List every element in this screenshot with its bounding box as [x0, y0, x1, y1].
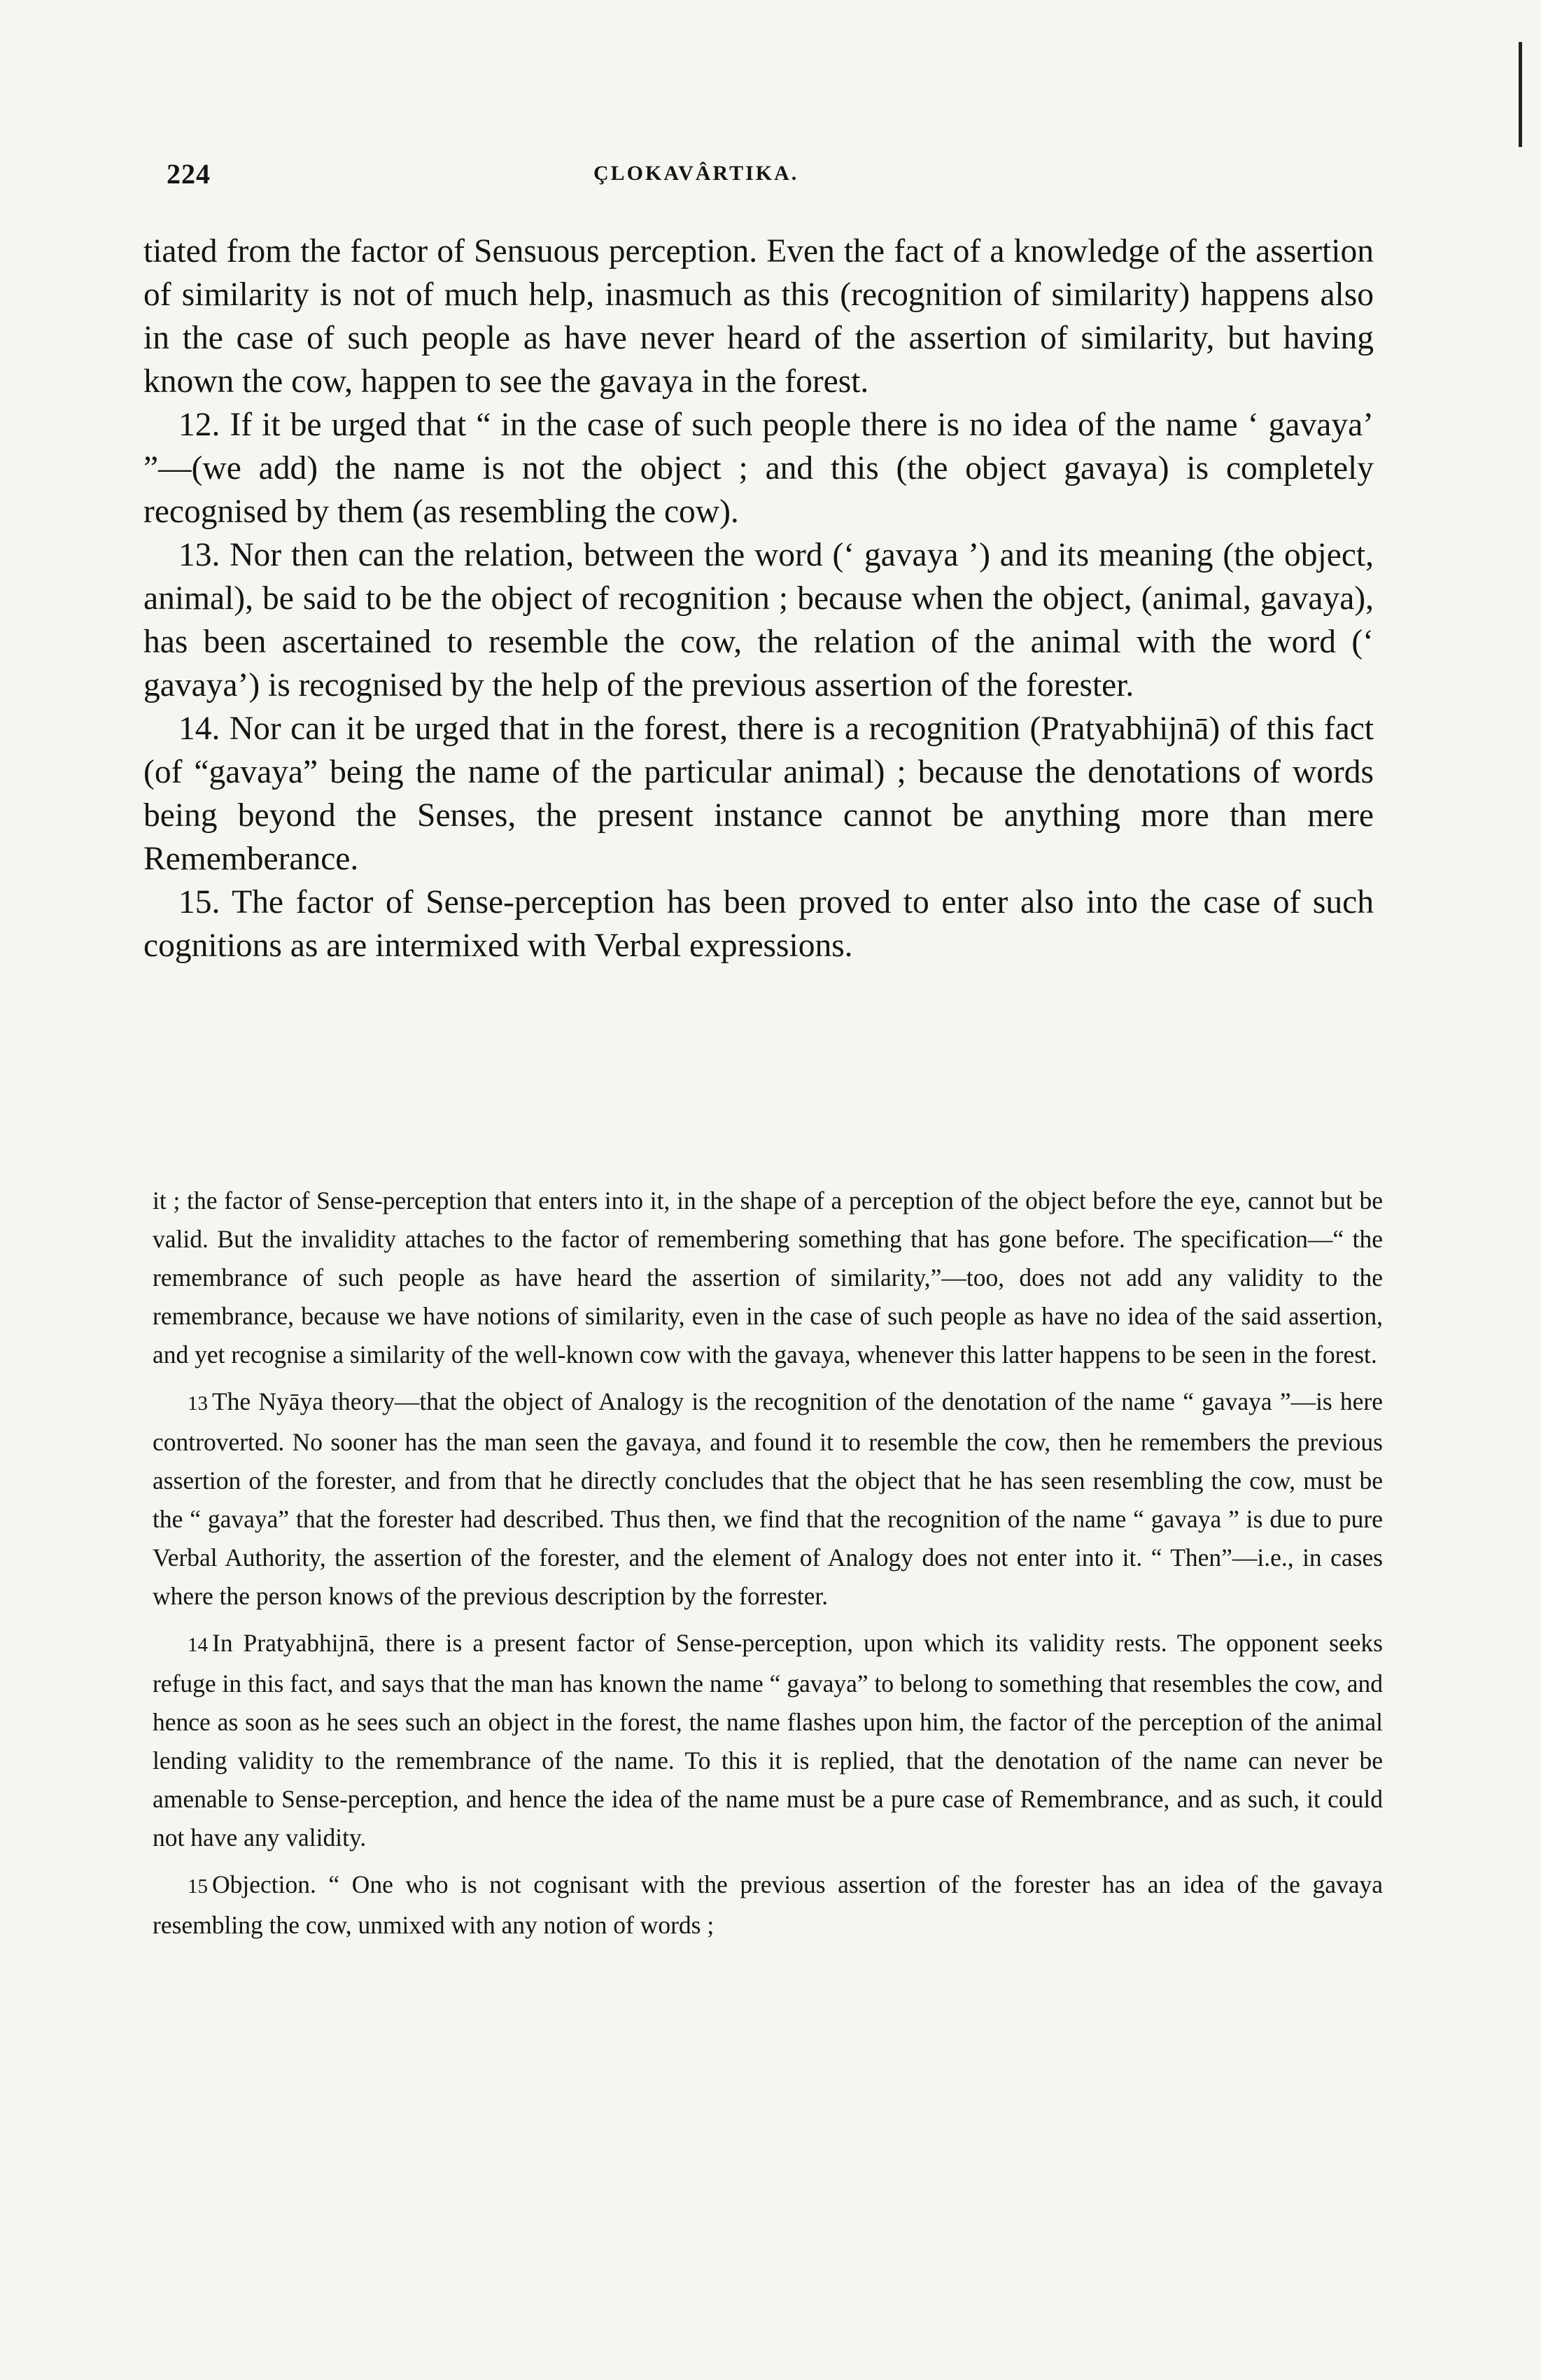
verse-14: 14. Nor can it be urged that in the forest, there is a recognition (Pratyabhijnā) of this fact (of “gavaya” being the name of the particular animal) ; because the denotations of words being beyond the Senses, the present instance cannot be anything more than mere Rememberance.: [143, 710, 1374, 877]
footnote-14-text: In Pratyabhijnā, there is a present factor of Sense-perception, upon which its validity rests. The opponent seeks refuge in this fact, and says that the man has known the name “ gavaya” to belong to something that resembles the cow, and hence as soon as he sees such an object in the forest, the name flashes upon him, the factor of the perception of the animal lending validity to the remembrance of the name. To this it is replied, that the denotation of the name can never be amenable to Sense-perception, and hence the idea of the name must be a pure case of Remembrance, and as such, it could not have any validity.: [153, 1629, 1383, 1851]
verse-15: 15. The factor of Sense-perception has been proved to enter also into the case of such cognitions as are intermixed with Verbal expressions.: [143, 884, 1374, 964]
verse-12: 12. If it be urged that “ in the case of such people there is no idea of the name ‘ gavaya’ ”—(we add) the name is not the object ; and this (the object gavaya) is completely recognised by them (as resembling the cow).: [143, 407, 1374, 530]
footnote-13: [153, 1382, 1383, 1616]
main-text: [143, 230, 1374, 967]
footnote-13-marker: 13: [188, 1392, 208, 1415]
footnote-15-text: Objection. “ One who is not cognisant with the previous assertion of the forester has an idea of the gavaya resembling the cow, unmixed with any notion of words ;: [153, 1870, 1383, 1939]
footnote-13-text: The Nyāya theory—that the object of Analogy is the recognition of the denotation of the name “ gavaya ”—is here controverted. No sooner has the man seen the gavaya, and found it to resemble the cow, then he remembers the previous assertion of the forester, and from that he directly concludes that the object that he has seen resembling the cow, must be the “ gavaya” that the forester had described. Thus then, we find that the recognition of the name “ gavaya ” is due to pure Verbal Authority, the assertion of the forester, and the element of Analogy does not enter into it. “ Then”—i.e., in cases where the person knows of the previous description by the forrester.: [153, 1387, 1383, 1610]
footnote-15: [153, 1865, 1383, 1945]
scan-edge-line: [1519, 42, 1522, 147]
footnote-continuation: it ; the factor of Sense-perception that enters into it, in the shape of a perception of the object before the eye, cannot but be valid. But the invalidity attaches to the factor of remembering something that has gone before. The specification—“ the remembrance of such people as have heard the assertion of similarity,”—too, does not add any validity to the remembrance, because we have notions of similarity, even in the case of such people as have no idea of the said assertion, and yet recognise a similarity of the well-known cow with the gavaya, whenever this latter happens to be seen in the forest.: [153, 1186, 1383, 1368]
continuation-paragraph: tiated from the factor of Sensuous perception. Even the fact of a knowledge of the assertion of similarity is not of much help, inasmuch as this (recognition of similarity) happens also in the case of such people as have never heard of the assertion of similarity, but having known the cow, happen to see the gavaya in the forest.: [143, 233, 1374, 400]
footnote-14-marker: 14: [188, 1634, 208, 1656]
verse-13: 13. Nor then can the relation, between the word (‘ gavaya ’) and its meaning (the object, animal), be said to be the object of recognition ; because when the object, (animal, gavaya), has been ascertained to resemble the cow, the relation of the animal with the word (‘ gavaya’) is recognised by the help of the previous assertion of the forester.: [143, 537, 1374, 704]
book-title: ÇLOKAVÂRTIKA.: [593, 162, 799, 185]
running-head: [167, 158, 1405, 200]
footnotes: [153, 1182, 1383, 1945]
page-number: 224: [167, 158, 211, 190]
footnote-14: [153, 1624, 1383, 1857]
footnote-15-marker: 15: [188, 1875, 208, 1898]
